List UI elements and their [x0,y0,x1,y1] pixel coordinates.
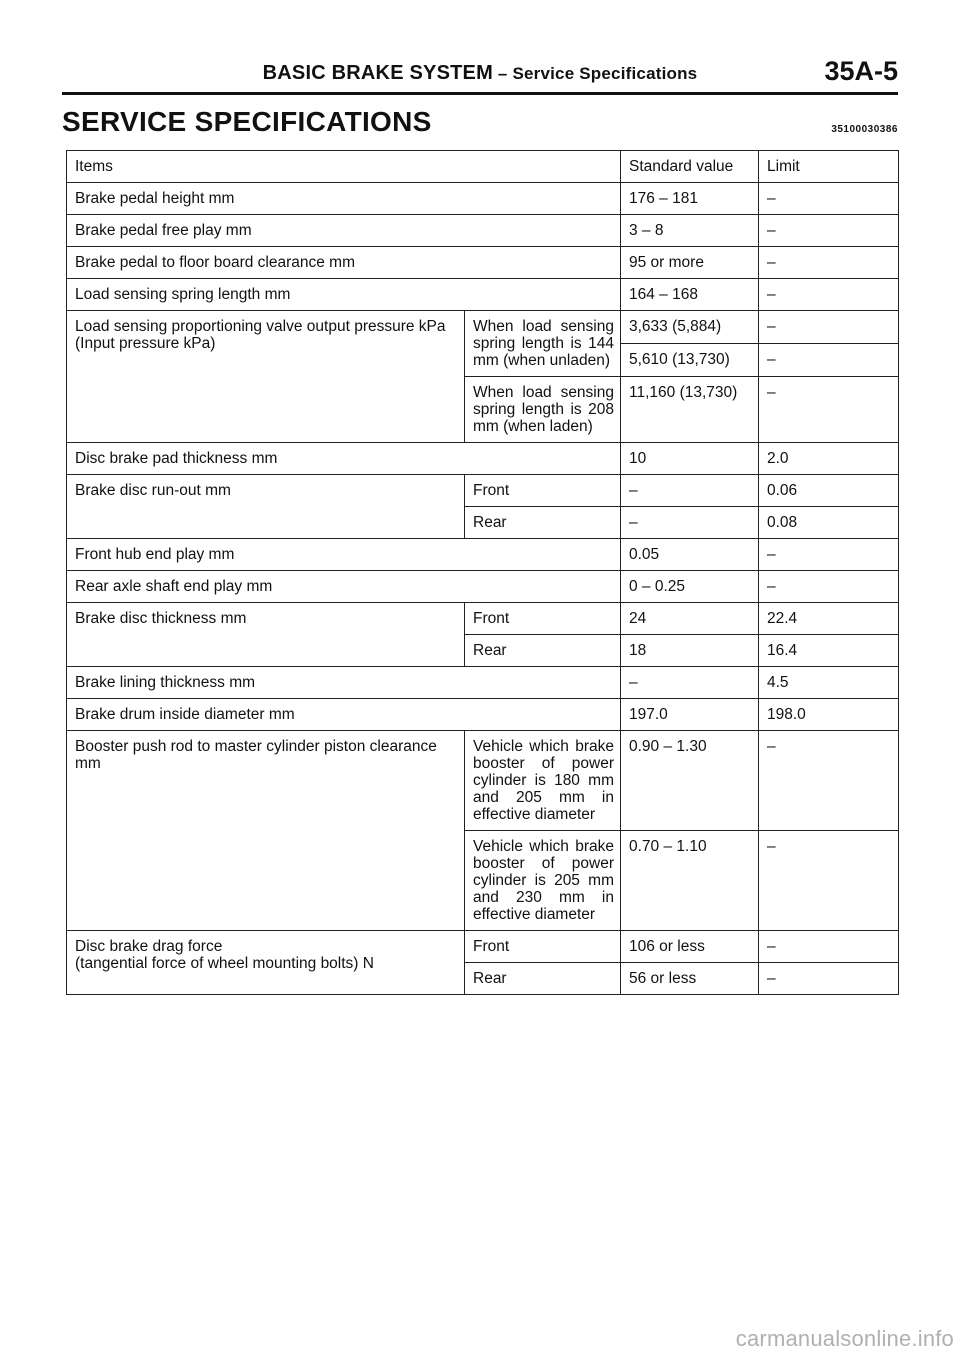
limit-cell: – [759,183,899,215]
limit-cell: – [759,963,899,995]
limit-cell: – [759,311,899,344]
standard-cell: – [621,507,759,539]
standard-cell: 176 – 181 [621,183,759,215]
header-items: Items [67,151,621,183]
limit-cell: 198.0 [759,699,899,731]
standard-cell: 18 [621,635,759,667]
table-row [67,539,899,571]
limit-cell: – [759,215,899,247]
condition-cell: Rear [465,635,621,667]
limit-cell: 0.08 [759,507,899,539]
limit-cell: 22.4 [759,603,899,635]
limit-cell: – [759,344,899,377]
limit-cell: – [759,831,899,931]
header-standard: Standard value [621,151,759,183]
standard-cell: 0 – 0.25 [621,571,759,603]
item-cell: Disc brake drag force (tangential force of wheel mounting bolts) N [67,931,465,995]
header-limit: Limit [759,151,899,183]
table-row [67,699,899,731]
item-cell: Brake drum inside diameter mm [67,699,621,731]
item-cell: Load sensing spring length mm [67,279,621,311]
section-title: SERVICE SPECIFICATIONS [62,106,432,137]
item-cell: Brake disc thickness mm [67,603,465,667]
limit-cell: – [759,377,899,443]
table-row [67,279,899,311]
item-cell: Brake lining thickness mm [67,667,621,699]
table-row [67,931,899,963]
item-cell: Disc brake pad thickness mm [67,443,621,475]
limit-cell: – [759,279,899,311]
standard-cell: – [621,667,759,699]
standard-cell: 0.05 [621,539,759,571]
watermark-text: carmanualsonline.info [735,1326,954,1351]
table-row [67,247,899,279]
table-row [67,215,899,247]
spec-table [66,150,899,995]
limit-cell: – [759,731,899,831]
limit-cell: – [759,931,899,963]
standard-cell: 10 [621,443,759,475]
limit-cell: – [759,571,899,603]
table-row [67,603,899,635]
item-cell: Brake pedal height mm [67,183,621,215]
item-cell: Brake disc run-out mm [67,475,465,539]
standard-cell: 3,633 (5,884) [621,311,759,344]
condition-cell: When load sensing spring length is 208 mm (when laden) [465,377,621,443]
page-number: 35A-5 [824,56,898,86]
limit-cell: 0.06 [759,475,899,507]
item-cell: Brake pedal to floor board clearance mm [67,247,621,279]
condition-cell: Vehicle which brake booster of power cylinder is 180 mm and 205 mm in effective diameter [465,731,621,831]
condition-cell: Vehicle which brake booster of power cylinder is 205 mm and 230 mm in effective diameter [465,831,621,931]
table-row [67,443,899,475]
standard-cell: 3 – 8 [621,215,759,247]
table-row [67,311,899,344]
table-row [67,731,899,831]
condition-cell: Front [465,475,621,507]
condition-cell: Front [465,931,621,963]
limit-cell: 16.4 [759,635,899,667]
condition-cell: Rear [465,963,621,995]
standard-cell: 0.70 – 1.10 [621,831,759,931]
standard-cell: 197.0 [621,699,759,731]
table-header-row [67,151,899,183]
header-title [0,62,960,85]
header-title-main: BASIC BRAKE SYSTEM [262,62,493,84]
table-row [67,475,899,507]
limit-cell: – [759,539,899,571]
limit-cell: 2.0 [759,443,899,475]
standard-cell: 24 [621,603,759,635]
item-cell: Rear axle shaft end play mm [67,571,621,603]
condition-cell: Front [465,603,621,635]
item-cell: Load sensing proportioning valve output pressure kPa (Input pressure kPa) [67,311,465,443]
standard-cell: 95 or more [621,247,759,279]
limit-cell: – [759,247,899,279]
header-title-sub: Service Specifications [512,64,698,83]
standard-cell: – [621,475,759,507]
condition-cell: When load sensing spring length is 144 mm (when unladen) [465,311,621,377]
standard-cell: 11,160 (13,730) [621,377,759,443]
standard-cell: 56 or less [621,963,759,995]
standard-cell: 164 – 168 [621,279,759,311]
standard-cell: 0.90 – 1.30 [621,731,759,831]
header-title-separator: – [492,64,513,83]
header-rule [62,92,898,95]
limit-cell: 4.5 [759,667,899,699]
standard-cell: 106 or less [621,931,759,963]
table-row [67,667,899,699]
standard-cell: 5,610 (13,730) [621,344,759,377]
item-cell: Booster push rod to master cylinder piston clearance mm [67,731,465,931]
table-row [67,571,899,603]
item-cell: Front hub end play mm [67,539,621,571]
item-cell: Brake pedal free play mm [67,215,621,247]
condition-cell: Rear [465,507,621,539]
section-code: 35100030386 [831,124,898,135]
table-row [67,183,899,215]
